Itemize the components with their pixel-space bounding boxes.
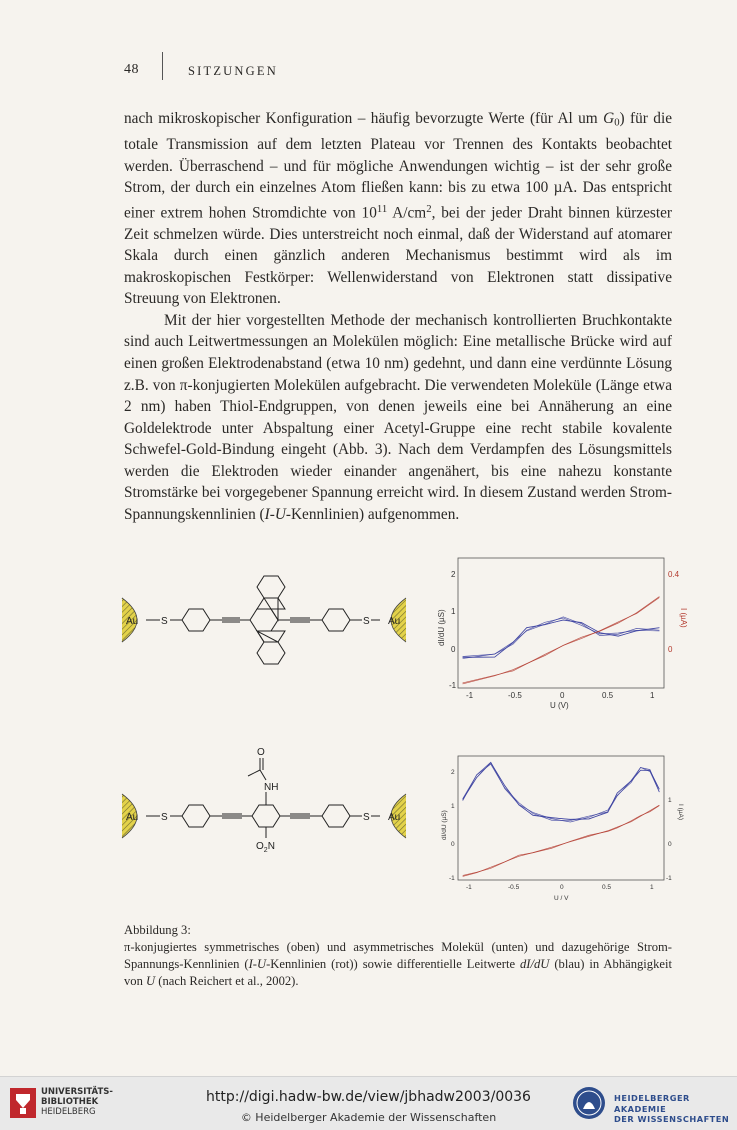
- academy-name: [614, 1093, 737, 1125]
- tick-label: 1: [668, 797, 672, 804]
- text-run: A/cm: [387, 204, 427, 222]
- academy-line: DER WISSENSCHAFTEN: [614, 1114, 730, 1124]
- math-var: U: [146, 974, 156, 988]
- series-line-didu: [463, 620, 660, 657]
- tick-label: -0.5: [508, 691, 522, 700]
- math-var: I-U: [248, 957, 267, 971]
- y-axis-label-left: dI/dU (µS): [437, 609, 446, 646]
- molecule-symmetric: [122, 576, 406, 664]
- library-line: UNIVERSITÄTS-: [41, 1087, 113, 1097]
- anthracene-ring: [250, 609, 278, 631]
- caption-text: [124, 939, 672, 990]
- benzene-ring: [182, 609, 210, 631]
- source-url-link[interactable]: http://digi.hadw-bw.de/view/jbhadw2003/0036: [206, 1089, 531, 1105]
- tick-label: 0: [451, 841, 455, 848]
- s-label-left: S: [161, 812, 168, 823]
- text-run: ) für die totale Transmission auf dem letzten Plateau vor Trennen des Kontakts beobachtet werden. Überraschend – und für mögliche Anwendungen wichtig – ist der sehr große Strom, der durch ein einzelnes Atom fließen kann: bis zu etwa 100 µA. Das entspricht einer extrem hohen Stromdichte von 10: [124, 110, 672, 222]
- text-run: Mit der hier vorgestellten Methode der mechanisch kontrollierten Bruchkontakte sind auch Leitwertmessungen an Molekülen möglich: Eine metallische Brücke wird auf einen großen Elektrodenabstand (etwa 10 nm) gedehnt, und dann eine verdünnte Lösung z.B. von π-konjugierten Molekülen aufgebracht. Die verwendeten Moleküle (Länge etwa 2 nm) haben Thiol-Endgruppen, von denen jeweils eine bei Annäherung an eine Goldelektrode unter Abspaltung einer Acetyl-Gruppe eine recht stabile kovalente Schwefel-Gold-Bindung eingeht (Abb. 3). Nach dem Verdampfen des Lösungsmittels werden die Elektroden wieder einander angenähert, bis eine nahezu konstante Stromstärke bei vorgegebener Spannung erreicht wird. In diesem Zustand werden Strom-Spannungskennlinien (: [124, 311, 672, 523]
- au-label-left: Au: [126, 812, 139, 823]
- y-axis-label-right: I (µA): [679, 608, 688, 628]
- x-axis-label: U (V): [550, 701, 569, 710]
- tick-label: 0.5: [602, 691, 614, 700]
- series-line-iu: [463, 598, 660, 683]
- chart-bottom: [441, 756, 684, 902]
- s-label-left: S: [161, 616, 168, 627]
- figure-3: [118, 548, 688, 928]
- subscript: 0: [614, 116, 620, 129]
- footer-bar: [0, 1076, 737, 1130]
- tick-label: 0: [560, 691, 565, 700]
- series-line-iu: [463, 805, 660, 876]
- math-var: dI/dU: [520, 957, 550, 971]
- chart-top: [437, 558, 688, 710]
- figure-caption: [124, 922, 672, 990]
- series-line-didu: [463, 762, 660, 822]
- au-label-right: Au: [388, 812, 401, 823]
- series-line-didu: [463, 617, 660, 659]
- series-line-iu: [463, 597, 660, 684]
- chart-frame: [458, 558, 664, 688]
- plot-area-top: [463, 597, 660, 684]
- au-label-left: Au: [126, 616, 139, 627]
- x-axis-label: U / V: [554, 895, 569, 902]
- text-run: -Kennlinien) aufgenommen.: [285, 505, 460, 523]
- tick-label: -1: [449, 875, 455, 882]
- text-run: (nach Reichert et al., 2002).: [155, 974, 299, 988]
- nh-label: NH: [264, 782, 279, 793]
- tick-label: 0: [451, 645, 456, 654]
- academy-logo-icon: [571, 1085, 607, 1121]
- tick-label: 0.4: [668, 570, 680, 579]
- series-line-didu: [463, 618, 660, 656]
- text-run: nach mikroskopischer Konfiguration – häufig bevorzugte Werte (für Al um: [124, 110, 604, 127]
- y-axis-label-right: I (µA): [677, 804, 684, 821]
- tick-label: -1: [466, 884, 472, 891]
- chart-frame: [458, 756, 664, 880]
- text-run: -Kennlinien (rot)) sowie differentielle Leitwerte: [266, 957, 520, 971]
- tick-label: -1: [449, 681, 457, 690]
- series-line-didu: [463, 764, 660, 820]
- tick-label: 1: [451, 607, 456, 616]
- tick-label: -1: [466, 691, 474, 700]
- math-var: G: [603, 110, 615, 127]
- text-run: π-konjugiertes symmetrisches (oben) und asymmetrisches Molekül (unten) und dazugehörige Strom-Spannungs-Kennlinien (: [124, 940, 672, 971]
- library-line: BIBLIOTHEK: [41, 1097, 99, 1107]
- caption-title: Abbildung 3:: [124, 923, 191, 937]
- academy-line: HEIDELBERGER AKADEMIE: [614, 1093, 690, 1114]
- plot-area-bottom: [463, 762, 660, 876]
- y-axis-label-left: dI/dU (µS): [441, 810, 448, 840]
- tick-label: 1: [451, 803, 455, 810]
- text-run: , bei der jeder Draht binnen kürzester Zeit schmelzen würde. Dies unterstreicht noch einmal, daß der Widerstand auf atomarer Skala durch einen gänzlich anderen Mechanismus bestimmt wird als im makroskopischen Festkörper: Wellenwiderstand von Elektronen statt dissipative Streuung von Elektronen.: [124, 204, 672, 308]
- s-label-right: S: [363, 616, 370, 627]
- molecule-asymmetric: [122, 747, 406, 854]
- no2-label: $O_2N$: [256, 841, 275, 854]
- tick-label: -1: [666, 875, 672, 882]
- library-line: HEIDELBERG: [41, 1107, 96, 1117]
- superscript: 11: [376, 202, 388, 215]
- header-divider: [162, 52, 163, 80]
- o-label: O: [257, 747, 265, 758]
- series-line-iu: [463, 806, 660, 876]
- tick-label: -0.5: [508, 884, 520, 891]
- math-var: I-U: [264, 505, 286, 523]
- tick-label: 1: [650, 884, 654, 891]
- tick-label: 0: [560, 884, 564, 891]
- au-label-right: Au: [388, 616, 401, 627]
- superscript: 2: [426, 202, 432, 215]
- section-title: SITZUNGEN: [188, 64, 278, 78]
- tick-label: 0.5: [602, 884, 612, 891]
- page-number: 48: [124, 62, 139, 77]
- tick-label: 2: [451, 769, 455, 776]
- copyright-text: © Heidelberger Akademie der Wissenschaften: [240, 1111, 497, 1124]
- s-label-right: S: [363, 812, 370, 823]
- tick-label: 2: [451, 570, 456, 579]
- tick-label: 1: [650, 691, 655, 700]
- text-run: (blau) in Abhängigkeit von: [124, 957, 672, 988]
- tick-label: 0: [668, 841, 672, 848]
- body-text: [124, 108, 672, 525]
- tick-label: 0: [668, 645, 673, 654]
- series-line-didu: [463, 762, 660, 819]
- paragraph-1: [124, 108, 672, 310]
- series-line-didu: [463, 763, 660, 819]
- paragraph-2: [124, 310, 672, 525]
- series-line-didu: [463, 620, 660, 658]
